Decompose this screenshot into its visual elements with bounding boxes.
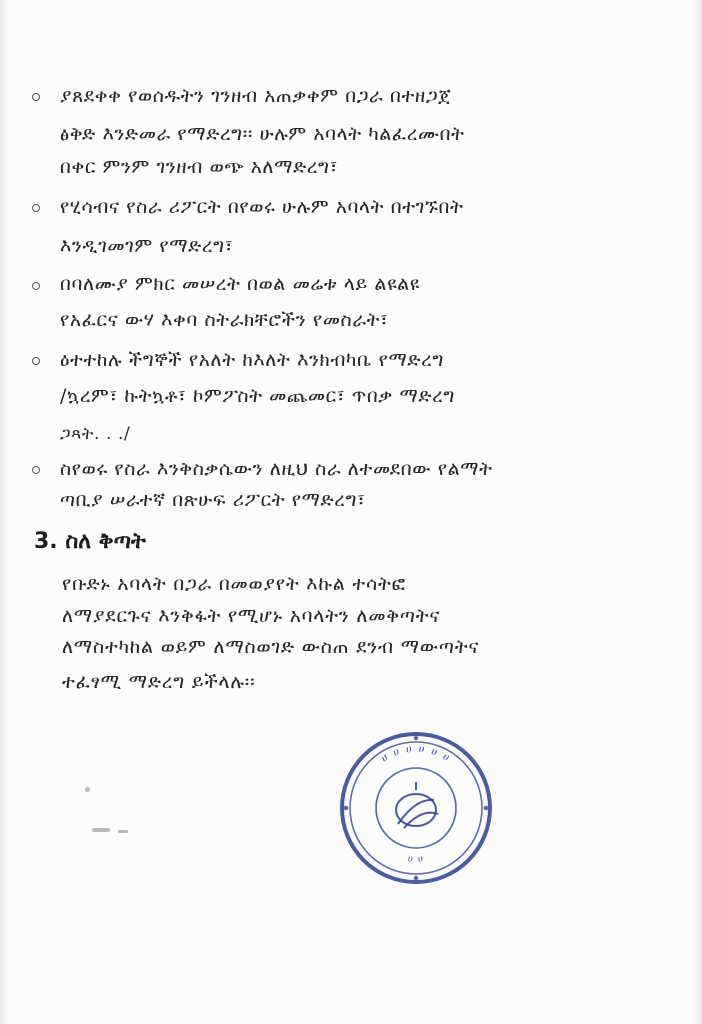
bullet-icon — [32, 93, 40, 101]
svg-text:ሀ ሀ — [407, 853, 425, 865]
text-line: ጣቢያ ሠራተኛ በጽሁፍ ሪፖርት የማድረግ፣ — [60, 489, 366, 511]
bullet-icon — [32, 466, 40, 474]
text-line: ያጸደቀቀ የወሰዱትን ገንዘብ አጠቃቀም በጋራ በተዘጋጀ — [60, 85, 452, 107]
ink-smudge — [85, 787, 90, 792]
stamp-outer-text: ሀ ሀ ሀ ሀ ሀ ሀ — [378, 741, 454, 765]
official-stamp — [336, 728, 496, 888]
bullet-icon — [32, 204, 40, 212]
paragraph-line: ለማያደርጉና እንቅፋት የሚሆኑ አባላትን ለመቅጣትና — [62, 605, 441, 627]
text-line: ጋጻት. . ./ — [60, 424, 131, 444]
scan-edge-right — [692, 0, 702, 1024]
paragraph-line: ተፈፃሚ ማድረግ ይችላሉ፡፡ — [62, 671, 256, 693]
text-line: በቀር ምንም ገንዘብ ወጭ አለማድረግ፣ — [60, 156, 339, 178]
text-line: ፅቅድ እንድመራ የማድረግ፡፡ ሁሉም አባላት ካልፈረሙበት — [60, 123, 465, 145]
scan-edge-left — [0, 0, 10, 1024]
stamp-seal-icon — [336, 728, 496, 888]
paragraph-line: ለማስተካከል ወይም ለማስወገድ ውስጠ ደንብ ማውጣትና — [62, 636, 480, 658]
bullet-icon — [32, 282, 40, 290]
text-line: የአፈርና ውሃ እቀባ ስትራክቸሮችን የመስራት፣ — [60, 309, 389, 331]
text-line: የሂሳብና የስራ ሪፖርት በየወሩ ሁሉም አባላት በተገኙበት — [60, 196, 464, 218]
section-number: 3. — [34, 529, 58, 554]
text-line: /ኳረም፣ ኩትኳቶ፣ ኮምፖስት መጨመር፣ ጥበቃ ማድረግ — [60, 385, 455, 407]
bullet-icon — [32, 357, 40, 365]
section-title: ስለ ቅጣት — [65, 529, 146, 554]
stamp-inner-text: ሀ ሀ — [407, 853, 425, 866]
svg-text:ሀ ሀ ሀ ሀ ሀ ሀ — [379, 742, 454, 765]
text-line: በባለሙያ ምክር መሠረት በወል መሬቱ ላይ ልዩልዩ — [60, 273, 420, 295]
section-heading — [34, 527, 146, 557]
stamp-emblem-icon — [396, 782, 438, 828]
text-line: ስየወሩ የስራ እንቅስቃሴውን ለዚህ ስራ ለተመደበው የልማት — [60, 458, 493, 480]
text-line: እንዲገመገም የማድረግ፣ — [60, 235, 234, 257]
ink-smudge — [92, 828, 110, 832]
paragraph-line: የቡድኑ አባላት በጋራ በመወያየት እኩል ተሳትፎ — [62, 573, 406, 595]
text-line: ዕተተከሉ ችግኞች የአለት ከእለት እንክብካቤ የማድረግ — [60, 349, 444, 371]
ink-smudge — [118, 830, 128, 833]
